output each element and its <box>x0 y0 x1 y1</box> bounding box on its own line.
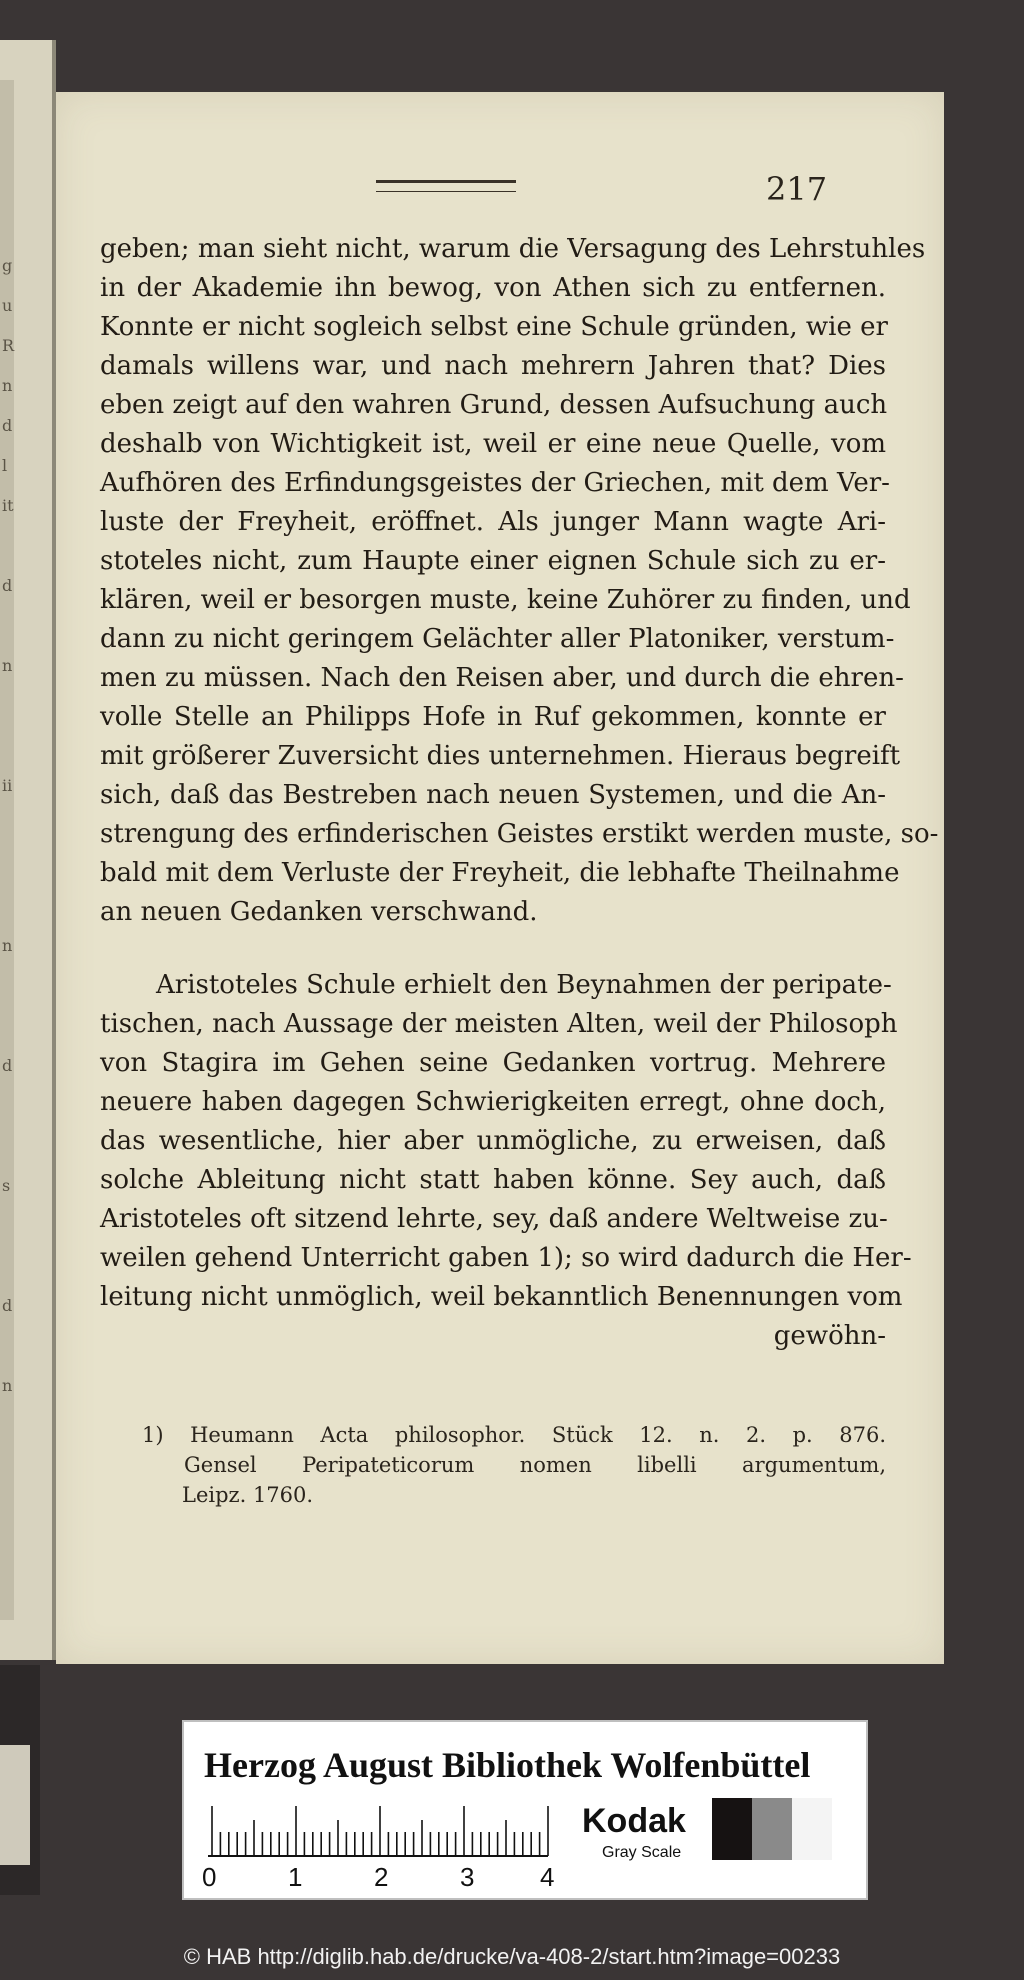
margin-glyph: u <box>2 296 13 315</box>
text-line: Aufhören des Erfindungsgeistes der Griechen, mit dem Ver- <box>100 468 890 498</box>
grayscale-label: Gray Scale <box>602 1844 682 1861</box>
color-target-card <box>182 1720 868 1900</box>
paragraph-2 <box>100 966 912 1356</box>
text-line: mit größerer Zuversicht dies unternehmen. Hieraus begreift <box>100 741 901 771</box>
text-line: neuere haben dagegen Schwierigkeiten erregt, ohne doch, <box>100 1087 886 1117</box>
text-line: eben zeigt auf den wahren Grund, dessen Aufsuchung auch <box>100 390 888 420</box>
text-line: Aristoteles oft sitzend lehrte, sey, daß andere Weltweise zu- <box>100 1204 888 1234</box>
margin-glyph: R <box>2 336 15 355</box>
swatch-dark <box>712 1798 752 1860</box>
header-rule <box>376 180 516 192</box>
margin-glyph: g <box>2 256 13 275</box>
adjacent-page-lower <box>0 1665 40 1895</box>
footnote-line: 1) Heumann Acta philosophor. Stück 12. n. 2. p. 876. <box>142 1423 886 1447</box>
text-line: an neuen Gedanken verschwand. <box>100 897 538 927</box>
footnotes <box>142 1420 886 1510</box>
adjacent-card <box>0 1745 30 1865</box>
margin-glyph: l <box>2 456 8 475</box>
book-page <box>56 92 944 1664</box>
scale-label: 3 <box>460 1862 475 1892</box>
ruler-scale <box>208 1806 554 1858</box>
text-line: volle Stelle an Philipps Hofe in Ruf gekommen, konnte er <box>100 702 886 732</box>
text-line: in der Akademie ihn bewog, von Athen sich zu entfernen. <box>100 273 886 303</box>
body-text <box>100 230 939 1356</box>
scale-label: 4 <box>540 1862 555 1892</box>
margin-glyph: n <box>2 936 13 955</box>
scale-label: 1 <box>288 1862 303 1892</box>
scale-label: 2 <box>374 1862 389 1892</box>
page-number: 217 <box>766 170 828 208</box>
margin-glyph: d <box>2 1056 13 1075</box>
source-url: © HAB http://diglib.hab.de/drucke/va-408-2/start.htm?image=00233 <box>183 1944 841 1969</box>
paragraph-1 <box>100 230 939 932</box>
text-line: luste der Freyheit, eröffnet. Als junger Mann wagte Ari- <box>100 507 886 537</box>
adjacent-page-edge <box>0 40 56 1660</box>
text-line: stoteles nicht, zum Haupte einer eignen Schule sich zu er- <box>100 546 886 576</box>
text-line: solche Ableitung nicht statt haben könne. Sey auch, daß <box>100 1165 886 1195</box>
text-line: men zu müssen. Nach den Reisen aber, und durch die ehren- <box>100 663 904 693</box>
text-line: sich, daß das Bestreben nach neuen Systemen, und die An- <box>100 780 886 810</box>
text-line: damals willens war, und nach mehrern Jahren that? Dies <box>100 351 886 381</box>
margin-glyph: ii <box>2 776 13 795</box>
scale-label: 0 <box>202 1862 217 1892</box>
text-line: weilen gehend Unterricht gaben 1); so wird dadurch die Her- <box>100 1243 912 1273</box>
footnote-line: Leipz. 1760. <box>182 1483 314 1507</box>
swatch-mid <box>752 1798 792 1860</box>
margin-glyph: d <box>2 416 13 435</box>
margin-glyph: n <box>2 376 13 395</box>
text-line: Aristoteles Schule erhielt den Beynahmen der peripate- <box>156 970 892 1000</box>
library-name: Herzog August Bibliothek Wolfenbüttel <box>204 1745 811 1785</box>
margin-glyph: n <box>2 656 13 675</box>
text-line: von Stagira im Gehen seine Gedanken vortrug. Mehrere <box>100 1048 886 1078</box>
margin-glyph: n <box>2 1376 13 1395</box>
text-line: tischen, nach Aussage der meisten Alten, weil der Philosoph <box>100 1009 898 1039</box>
text-line: dann zu nicht geringem Gelächter aller Platoniker, verstum- <box>100 624 895 654</box>
margin-glyph: d <box>2 576 13 595</box>
footnote-line: Gensel Peripateticorum nomen libelli argumentum, <box>184 1453 886 1477</box>
text-line: Konnte er nicht sogleich selbst eine Schule gründen, wie er <box>100 312 888 342</box>
text-line: leitung nicht unmöglich, weil bekanntlich Benennungen vom <box>100 1282 903 1312</box>
margin-glyph: d <box>2 1296 13 1315</box>
catchword: gewöhn- <box>773 1321 886 1351</box>
margin-glyph: s <box>2 1176 11 1195</box>
text-line: strengung des erfinderischen Geistes erstikt werden muste, so- <box>100 819 939 849</box>
margin-glyph: it <box>2 496 14 515</box>
swatch-light <box>792 1798 832 1860</box>
text-line: geben; man sieht nicht, warum die Versagung des Lehrstuhles <box>100 234 926 264</box>
text-line: das wesentliche, hier aber unmögliche, zu erweisen, daß <box>100 1126 886 1156</box>
text-line: klären, weil er besorgen muste, keine Zuhörer zu finden, und <box>100 585 911 615</box>
text-line: deshalb von Wichtigkeit ist, weil er eine neue Quelle, vom <box>100 429 886 459</box>
kodak-label: Kodak <box>582 1802 686 1840</box>
text-line: bald mit dem Verluste der Freyheit, die lebhafte Theilnahme <box>100 858 900 888</box>
